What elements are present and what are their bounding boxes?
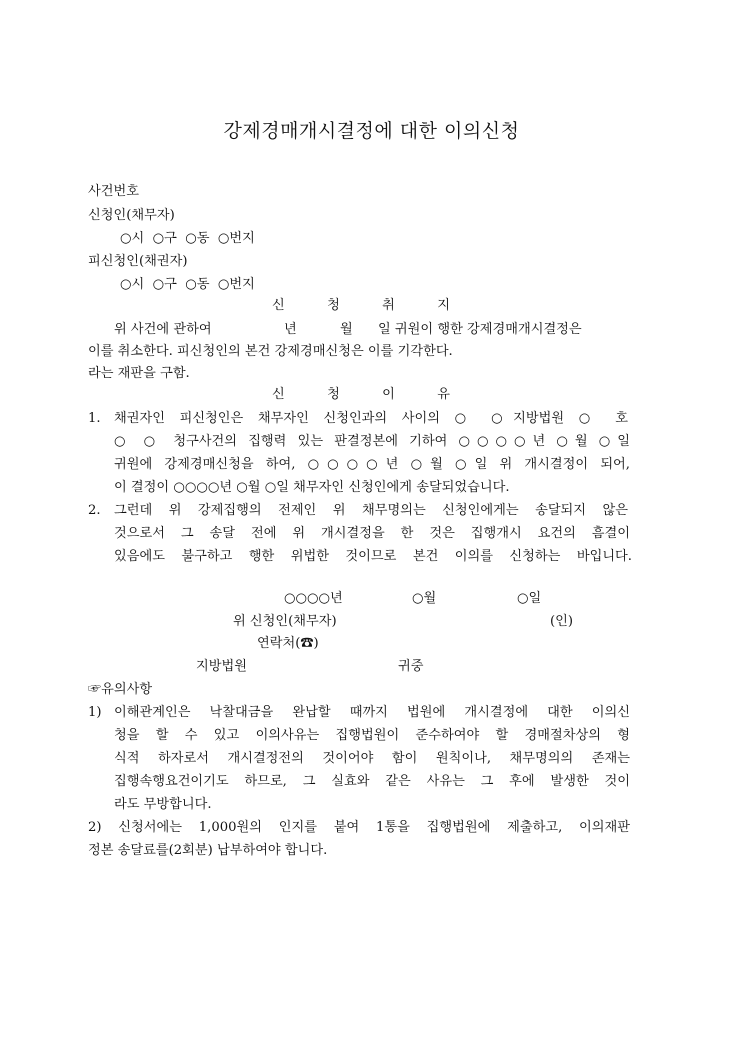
purpose-heading [272, 296, 450, 316]
note-1-line: 식적 하자로서 개시결정전의 것이어야 함이 원칙이나, 채무명의의 존재는 [114, 751, 630, 766]
purpose-heading-char: 신 [272, 298, 285, 313]
signature-seal: (인) [550, 614, 574, 629]
reasons-heading-char: 유 [437, 387, 450, 402]
reason-2-line: 것으로서 그 송달 전에 위 개시결정을 한 것은 집행개시 요건의 흠결이 [114, 526, 630, 541]
reason-2-line: 있음에도 불구하고 행한 위법한 것이므로 본건 이의를 신청하는 바입니다. [114, 549, 632, 564]
purpose-line-1-prefix: 위 사건에 관하여 [114, 322, 212, 337]
purpose-heading-char: 지 [437, 298, 450, 313]
purpose-year: 년 [284, 322, 297, 337]
reason-2-number: 2. [88, 503, 101, 518]
signature-month: ○월 [412, 591, 437, 606]
note-2-line: 정본 송달료를(2회분) 납부하여야 합니다. [88, 843, 328, 858]
document-title: 강제경매개시결정에 대한 이의신청 [223, 120, 520, 142]
signature-applicant-label: 위 신청인(채무자) [233, 614, 337, 629]
note-1-line: 청을 할 수 있고 이의사유는 집행법원이 준수하여야 할 경매절차상의 형 [114, 728, 630, 743]
signature-addressee: 귀중 [398, 659, 424, 674]
note-1-line: 집행속행요건이기도 하므로, 그 실효와 같은 사유는 그 후에 발생한 것이 [114, 774, 630, 789]
reason-1-line: 이 결정이 ○○○○년 ○월 ○일 채무자인 신청인에게 송달되었습니다. [114, 480, 510, 495]
reason-1-line: 채권자인 피신청인은 채무자인 신청인과의 사이의 ○ ○지방법원 ○ 호 [114, 411, 628, 426]
note-1-number: 1) [88, 705, 102, 720]
note-1-line: 이해관계인은 낙찰대금을 완납할 때까지 법원에 개시결정에 대한 이의신 [114, 705, 630, 720]
applicant-label: 신청인(채무자) [88, 208, 175, 223]
signature-contact: 연락처(☎) [257, 636, 319, 651]
notes-heading: ☞유의사항 [88, 682, 153, 697]
purpose-month: 월 [340, 322, 353, 337]
purpose-line-3: 라는 재판을 구함. [88, 366, 190, 381]
signature-year: ○○○○년 [284, 591, 343, 606]
reasons-heading-char: 신 [272, 387, 285, 402]
reason-2-line: 그런데 위 강제집행의 전제인 위 채무명의는 신청인에게는 송달되지 않은 [114, 503, 628, 518]
signature-day: ○일 [517, 591, 542, 606]
signature-court: 지방법원 [196, 659, 247, 674]
case-number-label: 사건번호 [88, 184, 139, 199]
reasons-heading-char: 청 [327, 387, 340, 402]
note-2-line: 2) 신청서에는 1,000원의 인지를 붙여 1통을 집행법원에 제출하고, 이의재판 [88, 820, 630, 835]
applicant-address: ○시 ○구 ○동 ○번지 [120, 231, 255, 246]
purpose-line-2: 이를 취소한다. 피신청인의 본건 강제경매신청은 이를 기각한다. [88, 344, 453, 359]
respondent-label: 피신청인(채권자) [88, 254, 188, 269]
purpose-line-1-suffix: 일 귀원이 행한 강제경매개시결정은 [378, 322, 582, 337]
note-1-line: 라도 무방합니다. [114, 797, 212, 812]
reason-1-line: ○ ○ 청구사건의 집행력 있는 판결정본에 기하여 ○○○○년 ○월 ○일 [114, 434, 630, 449]
purpose-heading-char: 취 [382, 298, 395, 313]
reason-1-line: 귀원에 강제경매신청을 하여, ○○○○년 ○월 ○일 위 개시결정이 되어, [114, 457, 630, 472]
reasons-heading-char: 이 [382, 387, 395, 402]
reason-1-number: 1. [88, 411, 101, 426]
purpose-heading-char: 청 [327, 298, 340, 313]
respondent-address: ○시 ○구 ○동 ○번지 [120, 277, 255, 292]
reasons-heading [272, 385, 450, 405]
